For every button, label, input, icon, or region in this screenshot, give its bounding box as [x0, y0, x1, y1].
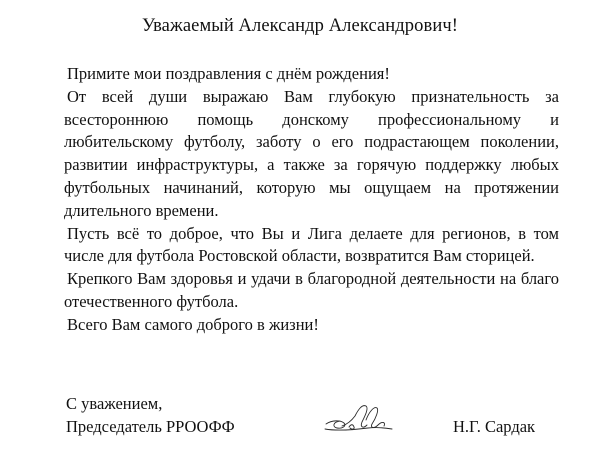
signer-title: Председатель РРООФФ [66, 417, 235, 436]
salutation-heading: Уважаемый Александр Александрович! [141, 16, 459, 36]
handwritten-signature [322, 398, 394, 438]
paragraph-greeting: Примите мои поздравления с днём рождения! [67, 64, 390, 83]
signer-name: Н.Г. Сардак [453, 417, 536, 436]
letter-body [64, 63, 559, 337]
paragraph-health: Крепкого Вам здоровья и удачи в благородной деятельности на благо отечественного футбола. [64, 269, 559, 311]
closing-phrase: С уважением, [66, 394, 163, 413]
paragraph-wishes-regions: Пусть всё то доброе, что Вы и Лига делаете для регионов, в том числе для футбола Ростовской области, возвратится Вам сторицей. [64, 223, 559, 266]
paragraph-gratitude: От всей души выражаю Вам глубокую признательность за всестороннюю помощь донскому профессиональному и любительскому футболу, заботу о его подрастающем поколении, развитии инфраструктуры, а также за горячую поддержку любых футбольных начинаний, которую мы ощущаем на протяжении длительного времени. [64, 86, 559, 220]
paragraph-final-wish: Всего Вам самого доброго в жизни! [67, 314, 319, 334]
